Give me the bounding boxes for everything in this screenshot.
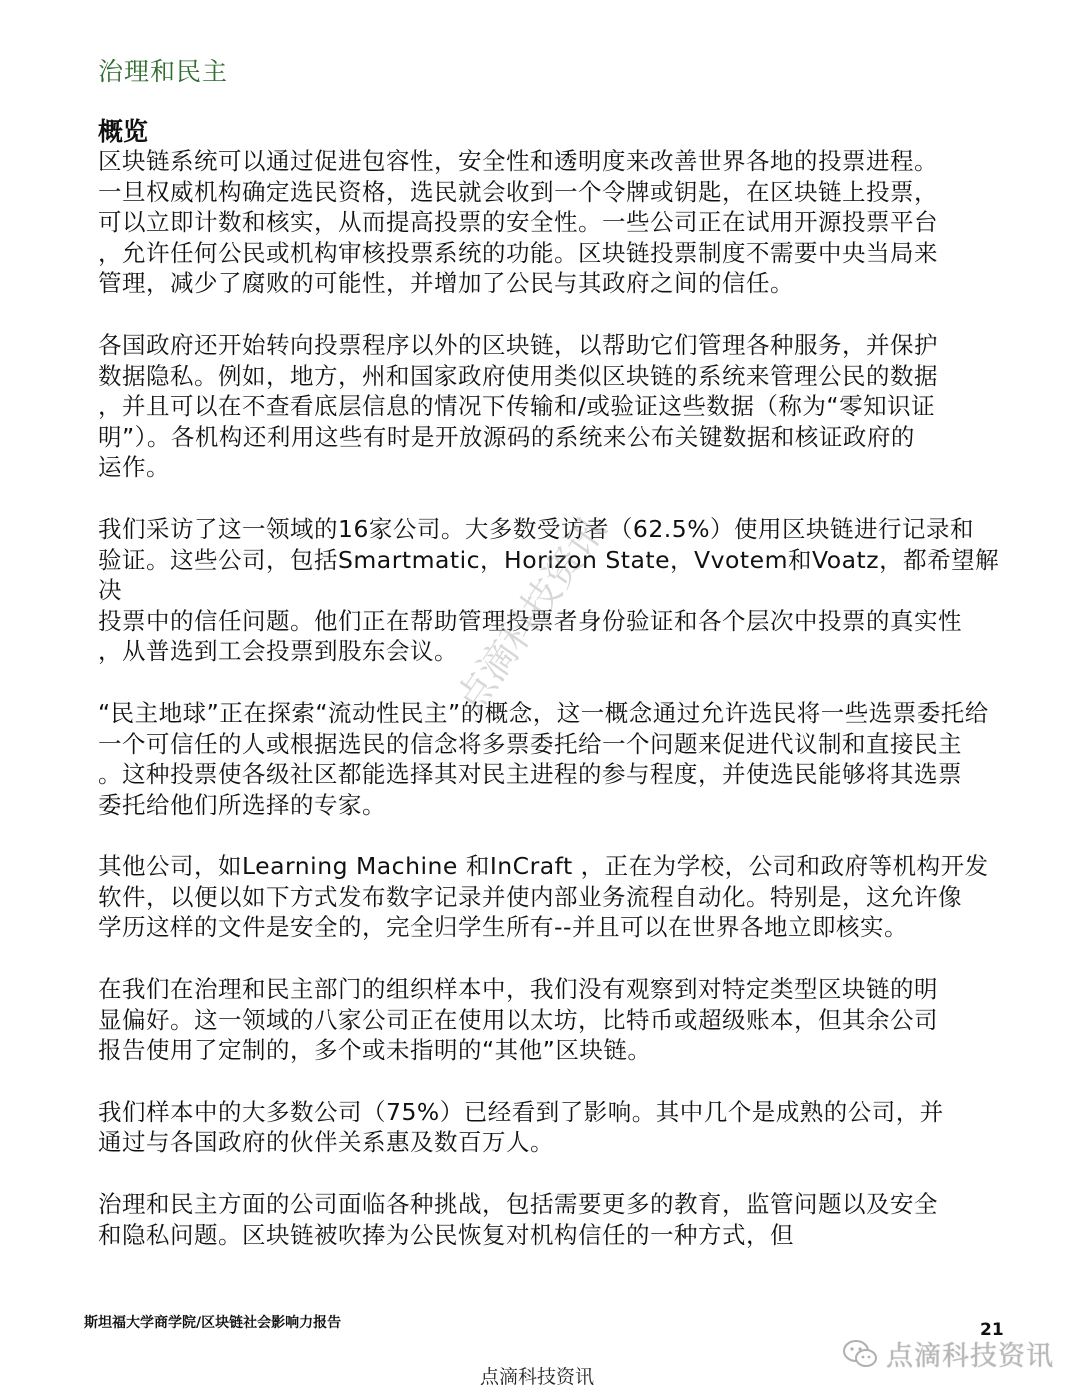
footer-center-label: 点滴科技资讯 <box>480 1366 595 1388</box>
paragraph: 在我们在治理和民主部门的组织样本中，我们没有观察到对特定类型区块链的明 显偏好。这一领域的八家公司正在使用以太坊，比特币或超级账本，但其余公司 报告使用了定制的，多个或未指明的“其他”区块链。 <box>98 975 938 1065</box>
overview-heading: 概览 <box>98 117 149 146</box>
paragraph: 我们样本中的大多数公司（75%）已经看到了影响。其中几个是成熟的公司，并 通过与各国政府的伙伴关系惠及数百万人。 <box>98 1097 944 1157</box>
paragraph: 治理和民主方面的公司面临各种挑战，包括需要更多的教育，监管问题以及安全 和隐私问题。区块链被吹捧为公民恢复对机构信任的一种方式，但 <box>98 1190 938 1249</box>
wechat-label: 点滴科技资讯 <box>886 1341 1054 1372</box>
paragraph: “民主地球”正在探索“流动性民主”的概念，这一概念通过允许选民将一些选票委托给 一个可信任的人或根据选民的信念将多票委托给一个问题来促进代议制和直接民主 。这种投票使各级社区都能选择其对民主进程的参与程度，并使选民能够将其选票 委托给他们所选择的专家。 <box>98 698 989 819</box>
paragraph: 区块链系统可以通过促进包容性，安全性和透明度来改善世界各地的投票进程。 一旦权威机构确定选民资格，选民就会收到一个令牌或钥匙，在区块链上投票， 可以立即计数和核实，从而提高投票的安全性。一些公司正在试用开源投票平台 ，允许任何公民或机构审核投票系统的功能。区块链投票制度不需要中央当局来 管理，减少了腐败的可能性，并增加了公民与其政府之间的信任。 <box>98 147 938 298</box>
wechat-icon <box>842 1339 878 1369</box>
paragraph: 其他公司，如Learning Machine 和InCraft ，正在为学校，公司和政府等机构开发 软件，以便以如下方式发布数字记录并使内部业务流程自动化。特别是，这允许像 学历这样的文件是安全的，完全归学生所有--并且可以在世界各地立即核实。 <box>98 852 989 942</box>
paragraph: 各国政府还开始转向投票程序以外的区块链，以帮助它们管理各种服务，并保护 数据隐私。例如，地方，州和国家政府使用类似区块链的系统来管理公民的数据 ，并且可以在不查看底层信息的情况下传输和/或验证这些数据（称为“零知识证 明”）。各机构还利用这些有时是开放源码的系统来公布关键数据和核证政府的 运作。 <box>98 330 938 482</box>
page-number: 21 <box>980 1320 1004 1340</box>
watermark: 点滴科技资讯 <box>447 508 615 721</box>
section-title: 治理和民主 <box>98 57 229 86</box>
body-text <box>98 146 1003 1281</box>
wechat-badge <box>842 1334 1054 1373</box>
footer-source: 斯坦福大学商学院/区块链社会影响力报告 <box>84 1315 342 1331</box>
paragraph: 我们采访了这一领域的16家公司。大多数受访者（62.5%）使用区块链进行记录和 验证。这些公司，包括Smartmatic，Horizon State，Vvotem和Voatz，都希望解决 投票中的信任问题。他们正在帮助管理投票者身份验证和各个层次中投票的真实性 ，从普选到工会投票到股东会议。 <box>98 514 1000 666</box>
